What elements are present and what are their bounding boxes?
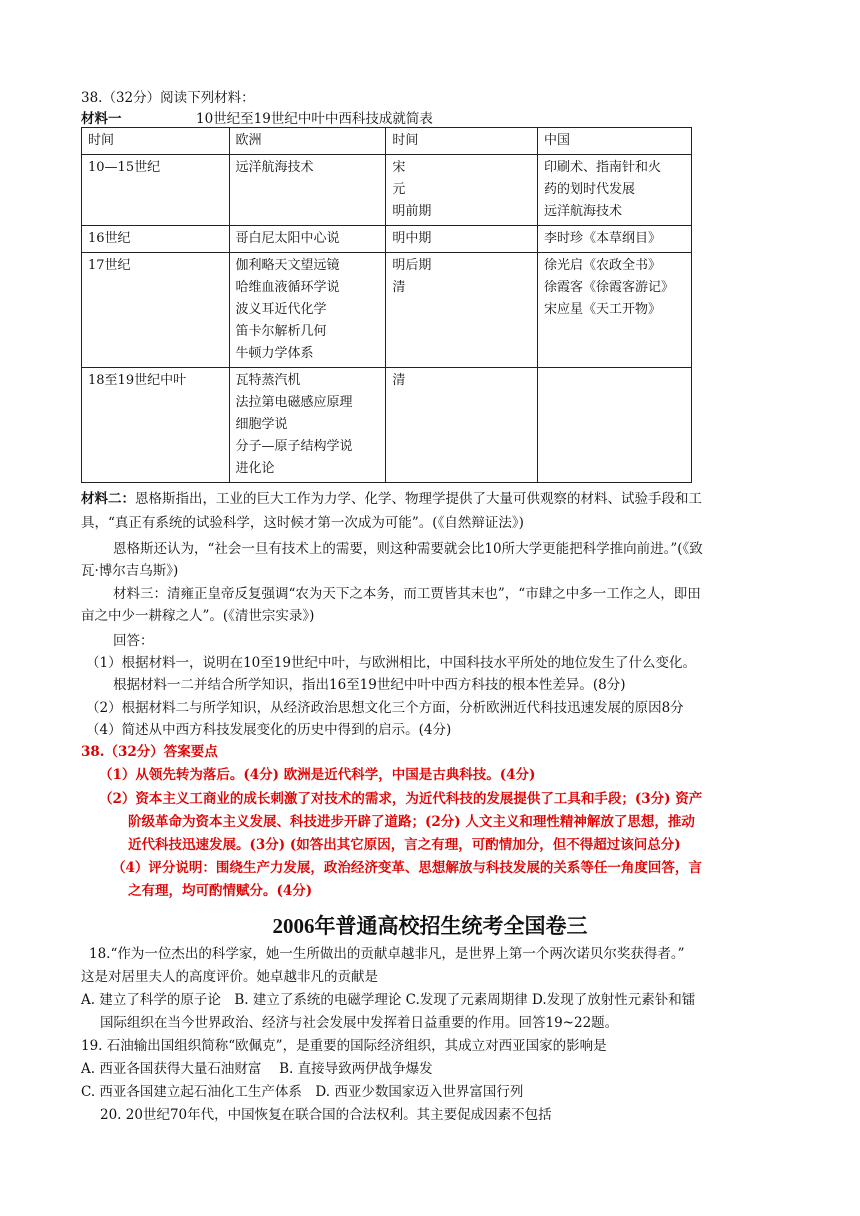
dynasty-cell-line: 元 [392, 182, 406, 197]
dynasty-cell-line: 明前期 [392, 204, 432, 219]
material3-line2: 亩之中少一耕稼之人”。(《清世宗实录》) [81, 608, 315, 624]
answer-prompt: 回答： [113, 633, 154, 649]
dynasty-cell-line: 明后期 [392, 258, 432, 273]
answer-key-line2: （2）资本主义工商业的成长刺激了对技术的需求，为近代科技的发展提供了工具和手段；(3分) 资产 [99, 791, 703, 807]
europe-cell [229, 155, 386, 226]
table-header-cell: 欧洲 [229, 128, 386, 155]
question-1: （1）根据材料一，说明在10至19世纪中叶，与欧洲相比，中国科技水平所处的地位发生了什么变化。 [86, 655, 696, 671]
dynasty-cell-line: 明中期 [392, 231, 432, 246]
dynasty-cell-line: 清 [392, 280, 406, 295]
europe-cell-line: 伽利略天文望远镜 [235, 258, 340, 273]
china-cell-line: 印刷术、指南针和火 [544, 160, 662, 175]
europe-cell-line: 远洋航海技术 [235, 160, 314, 175]
tech-achievements-table [81, 127, 692, 483]
china-cell [538, 226, 692, 253]
q19-options-ab: A. 西亚各国获得大量石油财富 B. 直接导致两伊战争爆发 [81, 1061, 433, 1077]
table-header-cell: 时间 [386, 128, 538, 155]
dynasty-cell [386, 368, 538, 483]
period-cell: 17世纪 [82, 253, 230, 368]
china-cell [538, 253, 692, 368]
europe-cell-line: 瓦特蒸汽机 [235, 373, 301, 388]
question-1b: 根据材料一二并结合所学知识，指出16至19世纪中叶中西方科技的根本性差异。(8分) [113, 677, 626, 693]
china-cell-line: 药的划时代发展 [544, 182, 636, 197]
answer-key-line5: （4）评分说明：围绕生产力发展，政治经济变革、思想解放与科技发展的关系等任一角度回答，言 [112, 860, 702, 876]
table-row [82, 253, 692, 368]
answer-key-line3: 阶级革命为资本主义发展、科技进步开辟了道路；(2分) 人文主义和理性精神解放了思想，推动 [128, 814, 695, 830]
dynasty-cell [386, 155, 538, 226]
europe-cell [229, 253, 386, 368]
europe-cell-line: 笛卡尔解析几何 [235, 324, 327, 339]
material2-line4: 瓦·博尔吉乌斯》) [81, 563, 179, 579]
material2-line1 [81, 488, 781, 510]
q18-line1: 18.“作为一位杰出的科学家，她一生所做出的贡献卓越非凡，是世界上第一个两次诺贝尔奖获得者。” [89, 946, 685, 962]
europe-cell-line: 进化论 [235, 461, 275, 476]
material3-line1: 材料三：清雍正皇帝反复强调“农为天下之本务，而工贾皆其末也”，“市肆之中多一工作之人，即田 [113, 586, 701, 602]
question-2: （2）根据材料二与所学知识，从经济政治思想文化三个方面，分析欧洲近代科技迅速发展的原因8分 [86, 700, 684, 716]
table-row [82, 368, 692, 483]
dynasty-cell-line: 宋 [392, 160, 406, 175]
section-title: 2006年普通高校招生统考全国卷三 [272, 914, 588, 938]
china-cell-line: 徐光启《农政全书》 [544, 258, 662, 273]
table-header-cell: 时间 [82, 128, 230, 155]
period-cell: 16世纪 [82, 226, 230, 253]
q18-options: A. 建立了科学的原子论 B. 建立了系统的电磁学理论 C.发现了元素周期律 D.发现了放射性元素钋和镭 [81, 992, 696, 1008]
dynasty-cell-line: 清 [392, 373, 406, 388]
answer-key-line6: 之有理，均可酌情赋分。(4分) [128, 883, 313, 899]
question-38-heading: 38.（32分）阅读下列材料： [81, 90, 255, 106]
china-cell [538, 155, 692, 226]
material2-text1: 恩格斯指出，工业的巨大工作为力学、化学、物理学提供了大量可供观察的材料、试验手段和工 [135, 491, 702, 507]
table-header-cell: 中国 [538, 128, 692, 155]
europe-cell [229, 368, 386, 483]
europe-cell-line: 细胞学说 [235, 417, 288, 432]
material2-line2: 具，“真正有系统的试验科学，这时候才第一次成为可能”。(《自然辩证法》) [81, 515, 524, 531]
china-cell-line: 李时珍《本草纲目》 [544, 231, 662, 246]
dynasty-cell [386, 226, 538, 253]
europe-cell-line: 哥白尼太阳中心说 [235, 231, 340, 246]
dynasty-cell [386, 253, 538, 368]
material1-title: 10世纪至19世纪中叶中西科技成就简表 [196, 111, 433, 127]
material1-label-text: 材料一 [81, 111, 122, 127]
answer-key-heading: 38.（32分）答案要点 [81, 744, 218, 760]
europe-cell-line: 哈维血液循环学说 [235, 280, 340, 295]
europe-cell-line: 法拉第电磁感应原理 [235, 395, 353, 410]
table-header-row [82, 128, 692, 155]
period-cell: 10—15世纪 [82, 155, 230, 226]
period-cell: 18至19世纪中叶 [82, 368, 230, 483]
europe-cell-line: 牛顿力学体系 [235, 346, 314, 361]
europe-cell-line: 分子—原子结构学说 [235, 439, 353, 454]
material2-line3: 恩格斯还认为，“社会一旦有技术上的需要，则这种需要就会比10所大学更能把科学推向前进。”(《致 [113, 541, 703, 557]
answer-key-line4: 近代科技迅速发展。(3分) (如答出其它原因，言之有理，可酌情加分，但不得超过该问总分) [128, 837, 681, 853]
china-cell [538, 368, 692, 483]
material2-label: 材料二： [81, 491, 135, 507]
question-4: （4）简述从中西方科技发展变化的历史中得到的启示。(4分) [86, 722, 452, 738]
q19-options-cd: C. 西亚各国建立起石油化工生产体系 D. 西亚少数国家迈入世界富国行列 [81, 1084, 524, 1100]
material1-label [81, 107, 122, 127]
q20-line1: 20. 20世纪70年代，中国恢复在联合国的合法权利。其主要促成因素不包括 [100, 1107, 552, 1123]
china-cell-line: 宋应星《天工开物》 [544, 302, 662, 317]
china-cell-line: 远洋航海技术 [544, 204, 623, 219]
answer-key-line1: （1）从领先转为落后。(4分) 欧洲是近代科学，中国是古典科技。(4分) [99, 767, 536, 783]
china-cell-line: 徐霞客《徐霞客游记》 [544, 280, 675, 295]
europe-cell [229, 226, 386, 253]
table-row [82, 226, 692, 253]
q18-line2: 这是对居里夫人的高度评价。她卓越非凡的贡献是 [81, 969, 378, 985]
table-row [82, 155, 692, 226]
europe-cell-line: 波义耳近代化学 [235, 302, 327, 317]
context-line: 国际组织在当今世界政治、经济与社会发展中发挥着日益重要的作用。回答19~22题。 [100, 1015, 619, 1031]
q19-line1: 19. 石油输出国组织简称“欧佩克”，是重要的国际经济组织，其成立对西亚国家的影响是 [81, 1038, 607, 1054]
